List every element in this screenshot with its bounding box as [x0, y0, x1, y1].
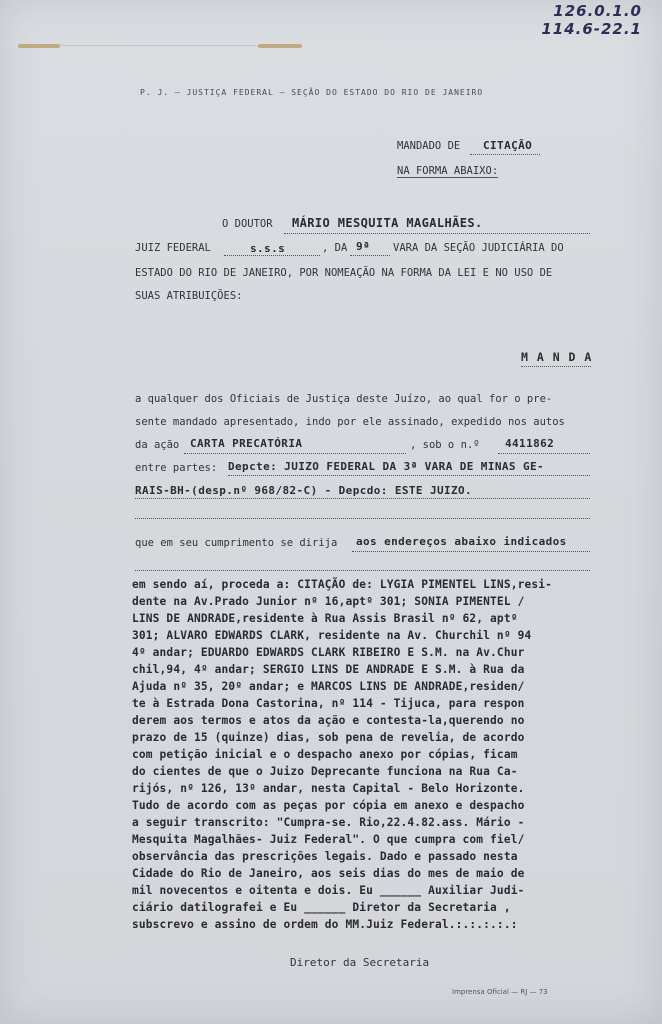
signature-label: Diretor da Secretaria: [290, 956, 430, 969]
mandado-subtitle: NA FORMA ABAIXO:: [397, 165, 499, 177]
body-line: chil,94, 4º andar; SERGIO LINS DE ANDRADE E S.M. à Rua da: [132, 663, 525, 676]
fold-stain-right: [258, 44, 302, 48]
mandado-dotline: [470, 154, 540, 155]
body-line: em sendo aí, proceda a: CITAÇÃO de: LYGIA PIMENTEL LINS,resi-: [132, 578, 553, 591]
partes-line-2: RAIS-BH-(desp.nº 968/82-C) - Depcdo: ESTE JUIZO.: [135, 484, 473, 497]
body-line: prazo de 15 (quinze) dias, sob pena de revelia, de acordo: [132, 731, 525, 744]
body-line: 4º andar; EDUARDO EDWARDS CLARK RIBEIRO E S.M. na Av.Chur: [132, 646, 525, 659]
mandado-value: CITAÇÃO: [483, 139, 533, 152]
juiz-line-2: ESTADO DO RIO DE JANEIRO, POR NOMEAÇÃO NA FORMA DA LEI E NO USO DE: [135, 267, 553, 279]
fold-line: [60, 45, 260, 46]
handwritten-reference-2: 114.6-22.1: [541, 20, 642, 38]
body-line: com petição inicial e o despacho anexo por cópias, ficam: [132, 748, 518, 761]
manda-underline: [521, 366, 591, 367]
juiz-fill: s.s.s: [250, 242, 286, 255]
body-line: Ajuda nº 35, 20º andar; e MARCOS LINS DE ANDRADE,residen/: [132, 680, 525, 693]
vara-number: 9ª: [356, 240, 371, 253]
body-line: derem aos termos e atos da ação e contesta-la,querendo no: [132, 714, 525, 727]
sob-dotline: [498, 453, 590, 454]
juiz-line-3: SUAS ATRIBUIÇÕES:: [135, 290, 243, 302]
doutor-name: MÁRIO MESQUITA MAGALHÃES.: [292, 216, 483, 230]
cumprimento-dotline-2: [135, 570, 590, 571]
fold-stain-left: [18, 44, 60, 48]
acao-label: da ação: [135, 439, 180, 451]
acao-value: CARTA PRECATÓRIA: [190, 437, 303, 450]
sob-label: , sob o n.º: [410, 439, 480, 451]
body-line: Mesquita Magalhães- Juiz Federal". O que cumpra com fiel/: [132, 833, 525, 846]
partes-label: entre partes:: [135, 462, 218, 474]
cumprimento-dotline: [352, 551, 590, 552]
doutor-label: O DOUTOR: [222, 218, 273, 230]
body-line: observância das prescrições legais. Dado e passado nesta: [132, 850, 518, 863]
oficiais-line-1: a qualquer dos Oficiais de Justiça deste Juízo, ao qual for o pre-: [135, 393, 553, 405]
cumprimento-value: aos endereços abaixo indicados: [356, 535, 567, 548]
body-line: do cientes de que o Juizo Deprecante funciona na Rua Ca-: [132, 765, 518, 778]
sob-value: 4411862: [505, 437, 555, 450]
mandado-label: MANDADO DE: [397, 140, 461, 152]
manda-heading: M A N D A: [521, 350, 593, 364]
body-line: ciário datilografei e Eu ______ Diretor da Secretaria ,: [132, 901, 511, 914]
printer-imprint: Imprensa Oficial — RJ — 73: [452, 988, 548, 996]
body-line: rijós, nº 126, 13º andar, nesta Capital - Belo Horizonte.: [132, 782, 525, 795]
acao-dotline: [184, 453, 406, 454]
letterhead: P. J. — JUSTIÇA FEDERAL — SEÇÃO DO ESTADO DO RIO DE JANEIRO: [140, 88, 484, 97]
juiz-label: JUIZ FEDERAL: [135, 242, 211, 254]
body-line: Cidade do Rio de Janeiro, aos seis dias do mes de maio de: [132, 867, 525, 880]
handwritten-reference-1: 126.0.1.0: [553, 2, 642, 20]
partes-dotline-2: [135, 498, 590, 499]
blank-dotline: [135, 518, 590, 519]
body-line: subscrevo e assino de ordem do MM.Juiz Federal.:.:.:.:.:: [132, 918, 518, 931]
body-line: dente na Av.Prado Junior nº 16,aptº 301; SONIA PIMENTEL /: [132, 595, 525, 608]
body-line: mil novecentos e oitenta e dois. Eu ______ Auxiliar Judi-: [132, 884, 525, 897]
vara-dotline: [350, 255, 390, 256]
juiz-dotline: [224, 255, 320, 256]
body-line: te à Estrada Dona Castorina, nº 114 - Tijuca, para respon: [132, 697, 525, 710]
body-line: 301; ALVARO EDWARDS CLARK, residente na Av. Churchil nº 94: [132, 629, 532, 642]
doutor-dotline: [284, 233, 590, 234]
vara-text: VARA DA SEÇÃO JUDICIÁRIA DO: [393, 242, 564, 254]
da-label: , DA: [322, 242, 348, 254]
body-line: a seguir transcrito: "Cumpra-se. Rio,22.4.82.ass. Mário -: [132, 816, 525, 829]
body-line: Tudo de acordo com as peças por cópia em anexo e despacho: [132, 799, 525, 812]
partes-line-1: Depcte: JUIZO FEDERAL DA 3ª VARA DE MINAS GE-: [228, 460, 545, 473]
cumprimento-label: que em seu cumprimento se dirija: [135, 537, 338, 549]
body-line: LINS DE ANDRADE,residente à Rua Assis Brasil nº 62, aptº: [132, 612, 518, 625]
oficiais-line-2: sente mandado apresentado, indo por ele assinado, expedido nos autos: [135, 416, 565, 428]
partes-dotline-1: [228, 475, 590, 476]
